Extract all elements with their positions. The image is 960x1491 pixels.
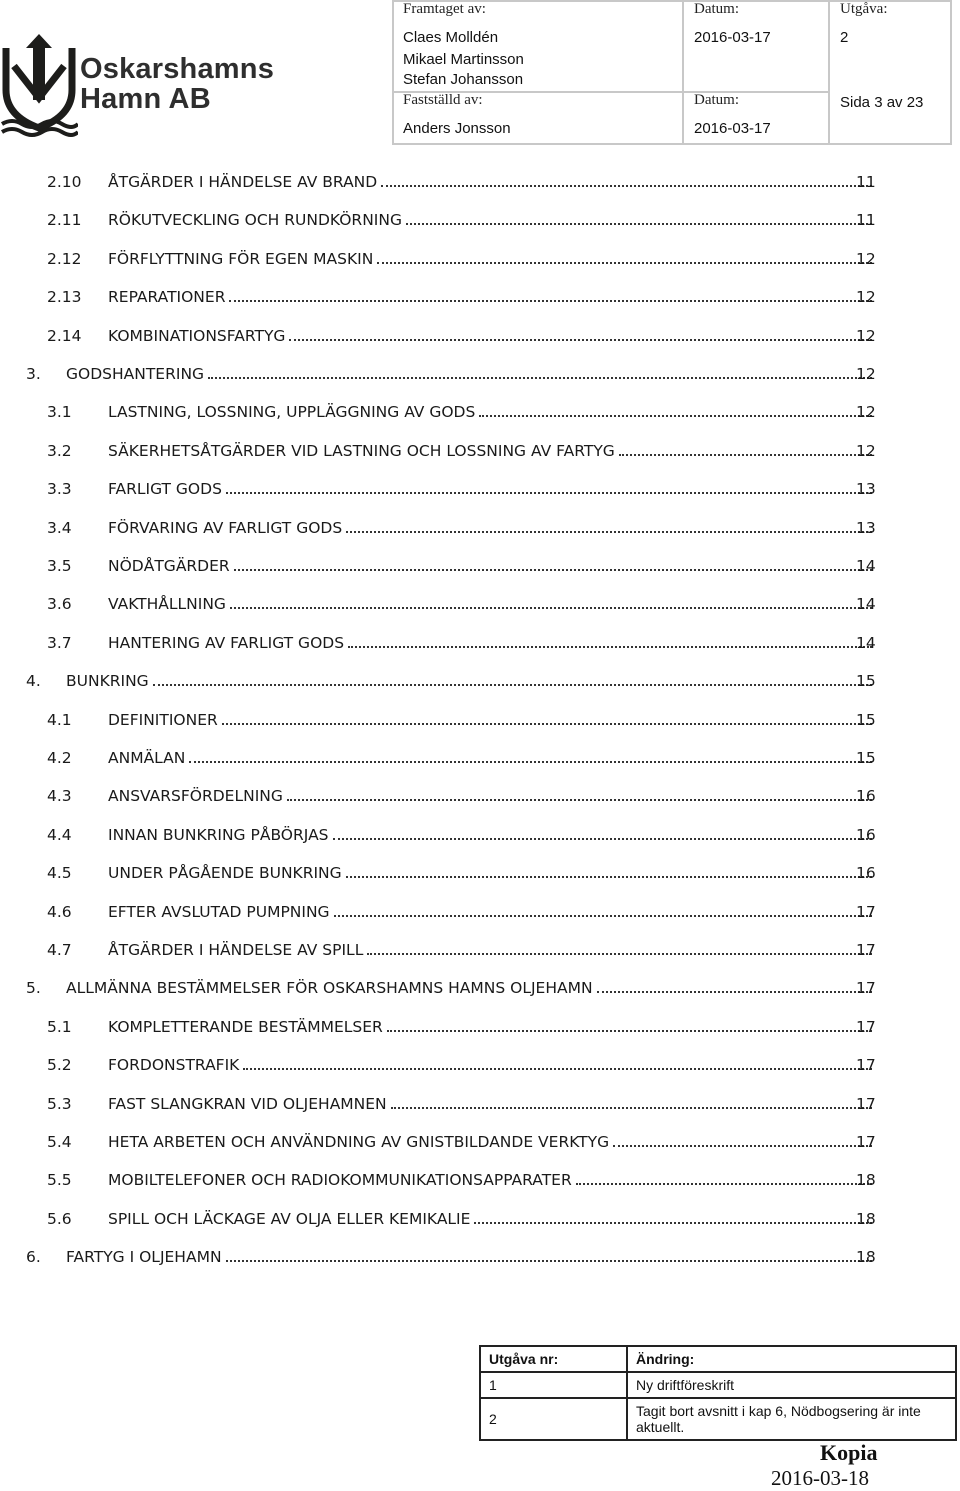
toc-entry-number: 5.3 [47,1095,72,1113]
toc-entry-number: 6. [26,1248,41,1266]
toc-entry[interactable] [0,864,960,894]
toc-entry-page: 18 [856,1171,876,1189]
toc-leader-dots [226,1260,872,1262]
toc-leader-dots [474,1222,872,1224]
toc-leader-dots [597,991,872,993]
toc-entry-number: 3.6 [47,595,72,613]
toc-leader-dots [243,1068,872,1070]
toc-entry[interactable] [0,365,960,395]
toc-entry[interactable] [0,1095,960,1125]
toc-entry-page: 13 [856,519,876,537]
toc-entry-page: 12 [856,442,876,460]
toc-leader-dots [189,761,872,763]
toc-entry-title: RÖKUTVECKLING OCH RUNDKÖRNING [108,211,402,229]
toc-entry[interactable] [0,1133,960,1163]
approved-date: 2016-03-17 [694,120,771,137]
toc-entry[interactable] [0,557,960,587]
revision-edition: 1 [480,1372,627,1398]
toc-entry[interactable] [0,672,960,702]
toc-entry-title: ÅTGÄRDER I HÄNDELSE AV BRAND [108,173,378,191]
toc-entry[interactable] [0,519,960,549]
header-border [828,0,830,145]
toc-entry-title: FARLIGT GODS [108,480,222,498]
toc-leader-dots [377,262,872,264]
toc-entry-page: 12 [856,365,876,383]
toc-entry-page: 16 [856,826,876,844]
toc-entry[interactable] [0,787,960,817]
toc-entry-number: 4.3 [47,787,72,805]
toc-entry-page: 17 [856,979,876,997]
toc-entry-number: 4.4 [47,826,72,844]
prepared-by-name: Claes Molldén [403,29,499,46]
toc-entry-number: 3.1 [47,403,72,421]
revision-edition: 2 [480,1398,627,1440]
toc-entry-number: 2.11 [47,211,82,229]
toc-entry-title: NÖDÅTGÄRDER [108,557,230,575]
approved-date-label: Datum: [694,92,739,108]
toc-entry-title: HANTERING AV FARLIGT GODS [108,634,345,652]
toc-entry-title: ANMÄLAN [108,749,186,767]
prepared-by-name: Stefan Johansson [403,71,524,88]
toc-leader-dots [381,185,872,187]
toc-entry-number: 2.12 [47,250,82,268]
toc-entry-title: ÅTGÄRDER I HÄNDELSE AV SPILL [108,941,364,959]
toc-entry-number: 4.1 [47,711,72,729]
toc-entry-page: 12 [856,250,876,268]
toc-entry-number: 4.7 [47,941,72,959]
logo-text-line1: Oskarshamns [80,53,275,85]
toc-entry-page: 14 [856,595,876,613]
toc-entry-title: SÄKERHETSÅTGÄRDER VID LASTNING OCH LOSSNING AV FARTYG [108,442,615,460]
toc-entry-title: ALLMÄNNA BESTÄMMELSER FÖR OSKARSHAMNS HAMNS OLJEHAMN [66,979,593,997]
toc-leader-dots [348,646,872,648]
toc-entry-title: GODSHANTERING [66,365,205,383]
toc-entry-number: 4.2 [47,749,72,767]
toc-leader-dots [619,454,872,456]
toc-entry-title: FÖRVARING AV FARLIGT GODS [108,519,343,537]
toc-entry-page: 17 [856,1095,876,1113]
toc-entry-page: 13 [856,480,876,498]
toc-entry-page: 18 [856,1210,876,1228]
revision-table [479,1345,957,1441]
toc-entry-title: HETA ARBETEN OCH ANVÄNDNING AV GNISTBILDANDE VERKTYG [108,1133,610,1151]
approved-by-name: Anders Jonsson [403,120,511,137]
toc-entry-title: KOMPLETTERANDE BESTÄMMELSER [108,1018,383,1036]
toc-entry[interactable] [0,595,960,625]
toc-leader-dots [229,300,872,302]
toc-entry[interactable] [0,480,960,510]
toc-entry-number: 2.14 [47,327,82,345]
toc-entry-number: 3. [26,365,41,383]
toc-entry-number: 3.3 [47,480,72,498]
prepared-date: 2016-03-17 [694,29,771,46]
toc-entry-page: 17 [856,1056,876,1074]
toc-entry[interactable] [0,327,960,357]
toc-entry-number: 3.5 [47,557,72,575]
toc-entry-title: LASTNING, LOSSNING, UPPLÄGGNING AV GODS [108,403,476,421]
document-header [392,0,952,145]
toc-entry-title: ANSVARSFÖRDELNING [108,787,283,805]
date-label: Datum: [694,1,739,17]
toc-entry-title: FÖRFLYTTNING FÖR EGEN MASKIN [108,250,374,268]
toc-leader-dots [222,723,872,725]
toc-leader-dots [346,531,872,533]
toc-entry-title: UNDER PÅGÅENDE BUNKRING [108,864,342,882]
toc-entry[interactable] [0,634,960,664]
toc-entry-title: KOMBINATIONSFARTYG [108,327,286,345]
toc-entry-page: 15 [856,711,876,729]
header-border [950,0,952,145]
toc-entry-number: 4. [26,672,41,690]
toc-leader-dots [334,915,872,917]
toc-leader-dots [208,377,872,379]
toc-leader-dots [230,607,872,609]
toc-entry-page: 14 [856,557,876,575]
toc-entry-title: FORDONSTRAFIK [108,1056,240,1074]
revision-change: Tagit bort avsnitt i kap 6, Nödbogsering är inte aktuellt. [627,1398,956,1440]
company-logo [0,28,280,138]
toc-entry[interactable] [0,826,960,856]
toc-entry-number: 5.5 [47,1171,72,1189]
toc-entry-title: MOBILTELEFONER OCH RADIOKOMMUNIKATIONSAPPARATER [108,1171,572,1189]
toc-leader-dots [576,1183,872,1185]
toc-entry-number: 5. [26,979,41,997]
toc-entry-page: 11 [856,173,876,191]
toc-entry-title: BUNKRING [66,672,149,690]
revision-table-header [480,1346,956,1372]
toc-entry-number: 5.4 [47,1133,72,1151]
copy-stamp-date: 2016-03-18 [771,1466,869,1490]
prepared-by-label: Framtaget av: [403,1,486,17]
toc-entry-page: 17 [856,1133,876,1151]
toc-leader-dots [613,1145,872,1147]
toc-entry-page: 12 [856,403,876,421]
toc-entry[interactable] [0,1171,960,1201]
toc-entry-number: 5.1 [47,1018,72,1036]
toc-entry-number: 3.4 [47,519,72,537]
toc-entry-number: 4.6 [47,903,72,921]
table-row [480,1372,956,1398]
toc-entry-number: 3.7 [47,634,72,652]
toc-leader-dots [387,1030,872,1032]
edition-value: 2 [840,29,849,46]
toc-leader-dots [153,684,872,686]
toc-entry-page: 12 [856,327,876,345]
toc-entry-page: 18 [856,1248,876,1266]
toc-entry[interactable] [0,250,960,280]
toc-entry[interactable] [0,711,960,741]
toc-entry-page: 16 [856,864,876,882]
toc-entry[interactable] [0,1056,960,1086]
toc-entry[interactable] [0,941,960,971]
toc-entry-title: SPILL OCH LÄCKAGE AV OLJA ELLER KEMIKALIE [108,1210,471,1228]
toc-leader-dots [234,569,872,571]
toc-entry[interactable] [0,979,960,1009]
column-header-change: Ändring: [627,1346,956,1372]
toc-entry[interactable] [0,442,960,472]
harbor-logo-icon [0,28,78,138]
logo-text-line2: Hamn AB [80,83,211,115]
page-number: Sida 3 av 23 [840,94,924,111]
toc-entry-number: 2.10 [47,173,82,191]
toc-leader-dots [479,415,872,417]
toc-entry-number: 5.2 [47,1056,72,1074]
toc-entry[interactable] [0,1210,960,1240]
toc-leader-dots [406,223,872,225]
column-header-edition: Utgåva nr: [480,1346,627,1372]
header-border [682,0,684,145]
toc-entry[interactable] [0,1248,960,1278]
approved-by-label: Fastställd av: [403,92,483,108]
toc-entry-number: 5.6 [47,1210,72,1228]
toc-entry-page: 17 [856,941,876,959]
toc-entry-page: 15 [856,749,876,767]
header-border [392,0,394,145]
toc-entry-page: 14 [856,634,876,652]
header-border [392,143,952,145]
toc-leader-dots [289,339,872,341]
toc-entry[interactable] [0,288,960,318]
revision-change: Ny driftföreskrift [627,1372,956,1398]
toc-entry[interactable] [0,173,960,203]
toc-entry[interactable] [0,1018,960,1048]
toc-entry-number: 4.5 [47,864,72,882]
toc-entry-page: 17 [856,903,876,921]
toc-entry-title: DEFINITIONER [108,711,218,729]
toc-entry-title: FARTYG I OLJEHAMN [66,1248,222,1266]
toc-entry-title: REPARATIONER [108,288,226,306]
toc-entry-number: 2.13 [47,288,82,306]
toc-entry[interactable] [0,749,960,779]
toc-entry-page: 16 [856,787,876,805]
toc-entry-page: 11 [856,211,876,229]
toc-leader-dots [226,492,872,494]
toc-entry-title: VAKTHÅLLNING [108,595,226,613]
toc-entry-title: FAST SLANGKRAN VID OLJEHAMNEN [108,1095,387,1113]
toc-entry-page: 17 [856,1018,876,1036]
toc-entry[interactable] [0,903,960,933]
toc-entry-page: 15 [856,672,876,690]
copy-stamp-label: Kopia [820,1440,878,1465]
toc-entry-page: 12 [856,288,876,306]
toc-entry-number: 3.2 [47,442,72,460]
toc-leader-dots [333,838,872,840]
prepared-by-name: Mikael Martinsson [403,51,524,68]
toc-leader-dots [367,953,872,955]
toc-entry-title: EFTER AVSLUTAD PUMPNING [108,903,330,921]
toc-entry-title: INNAN BUNKRING PÅBÖRJAS [108,826,329,844]
table-row [480,1398,956,1440]
toc-leader-dots [391,1107,872,1109]
toc-leader-dots [287,799,872,801]
toc-entry[interactable] [0,403,960,433]
toc-entry[interactable] [0,211,960,241]
edition-label: Utgåva: [840,1,888,17]
toc-leader-dots [346,876,872,878]
